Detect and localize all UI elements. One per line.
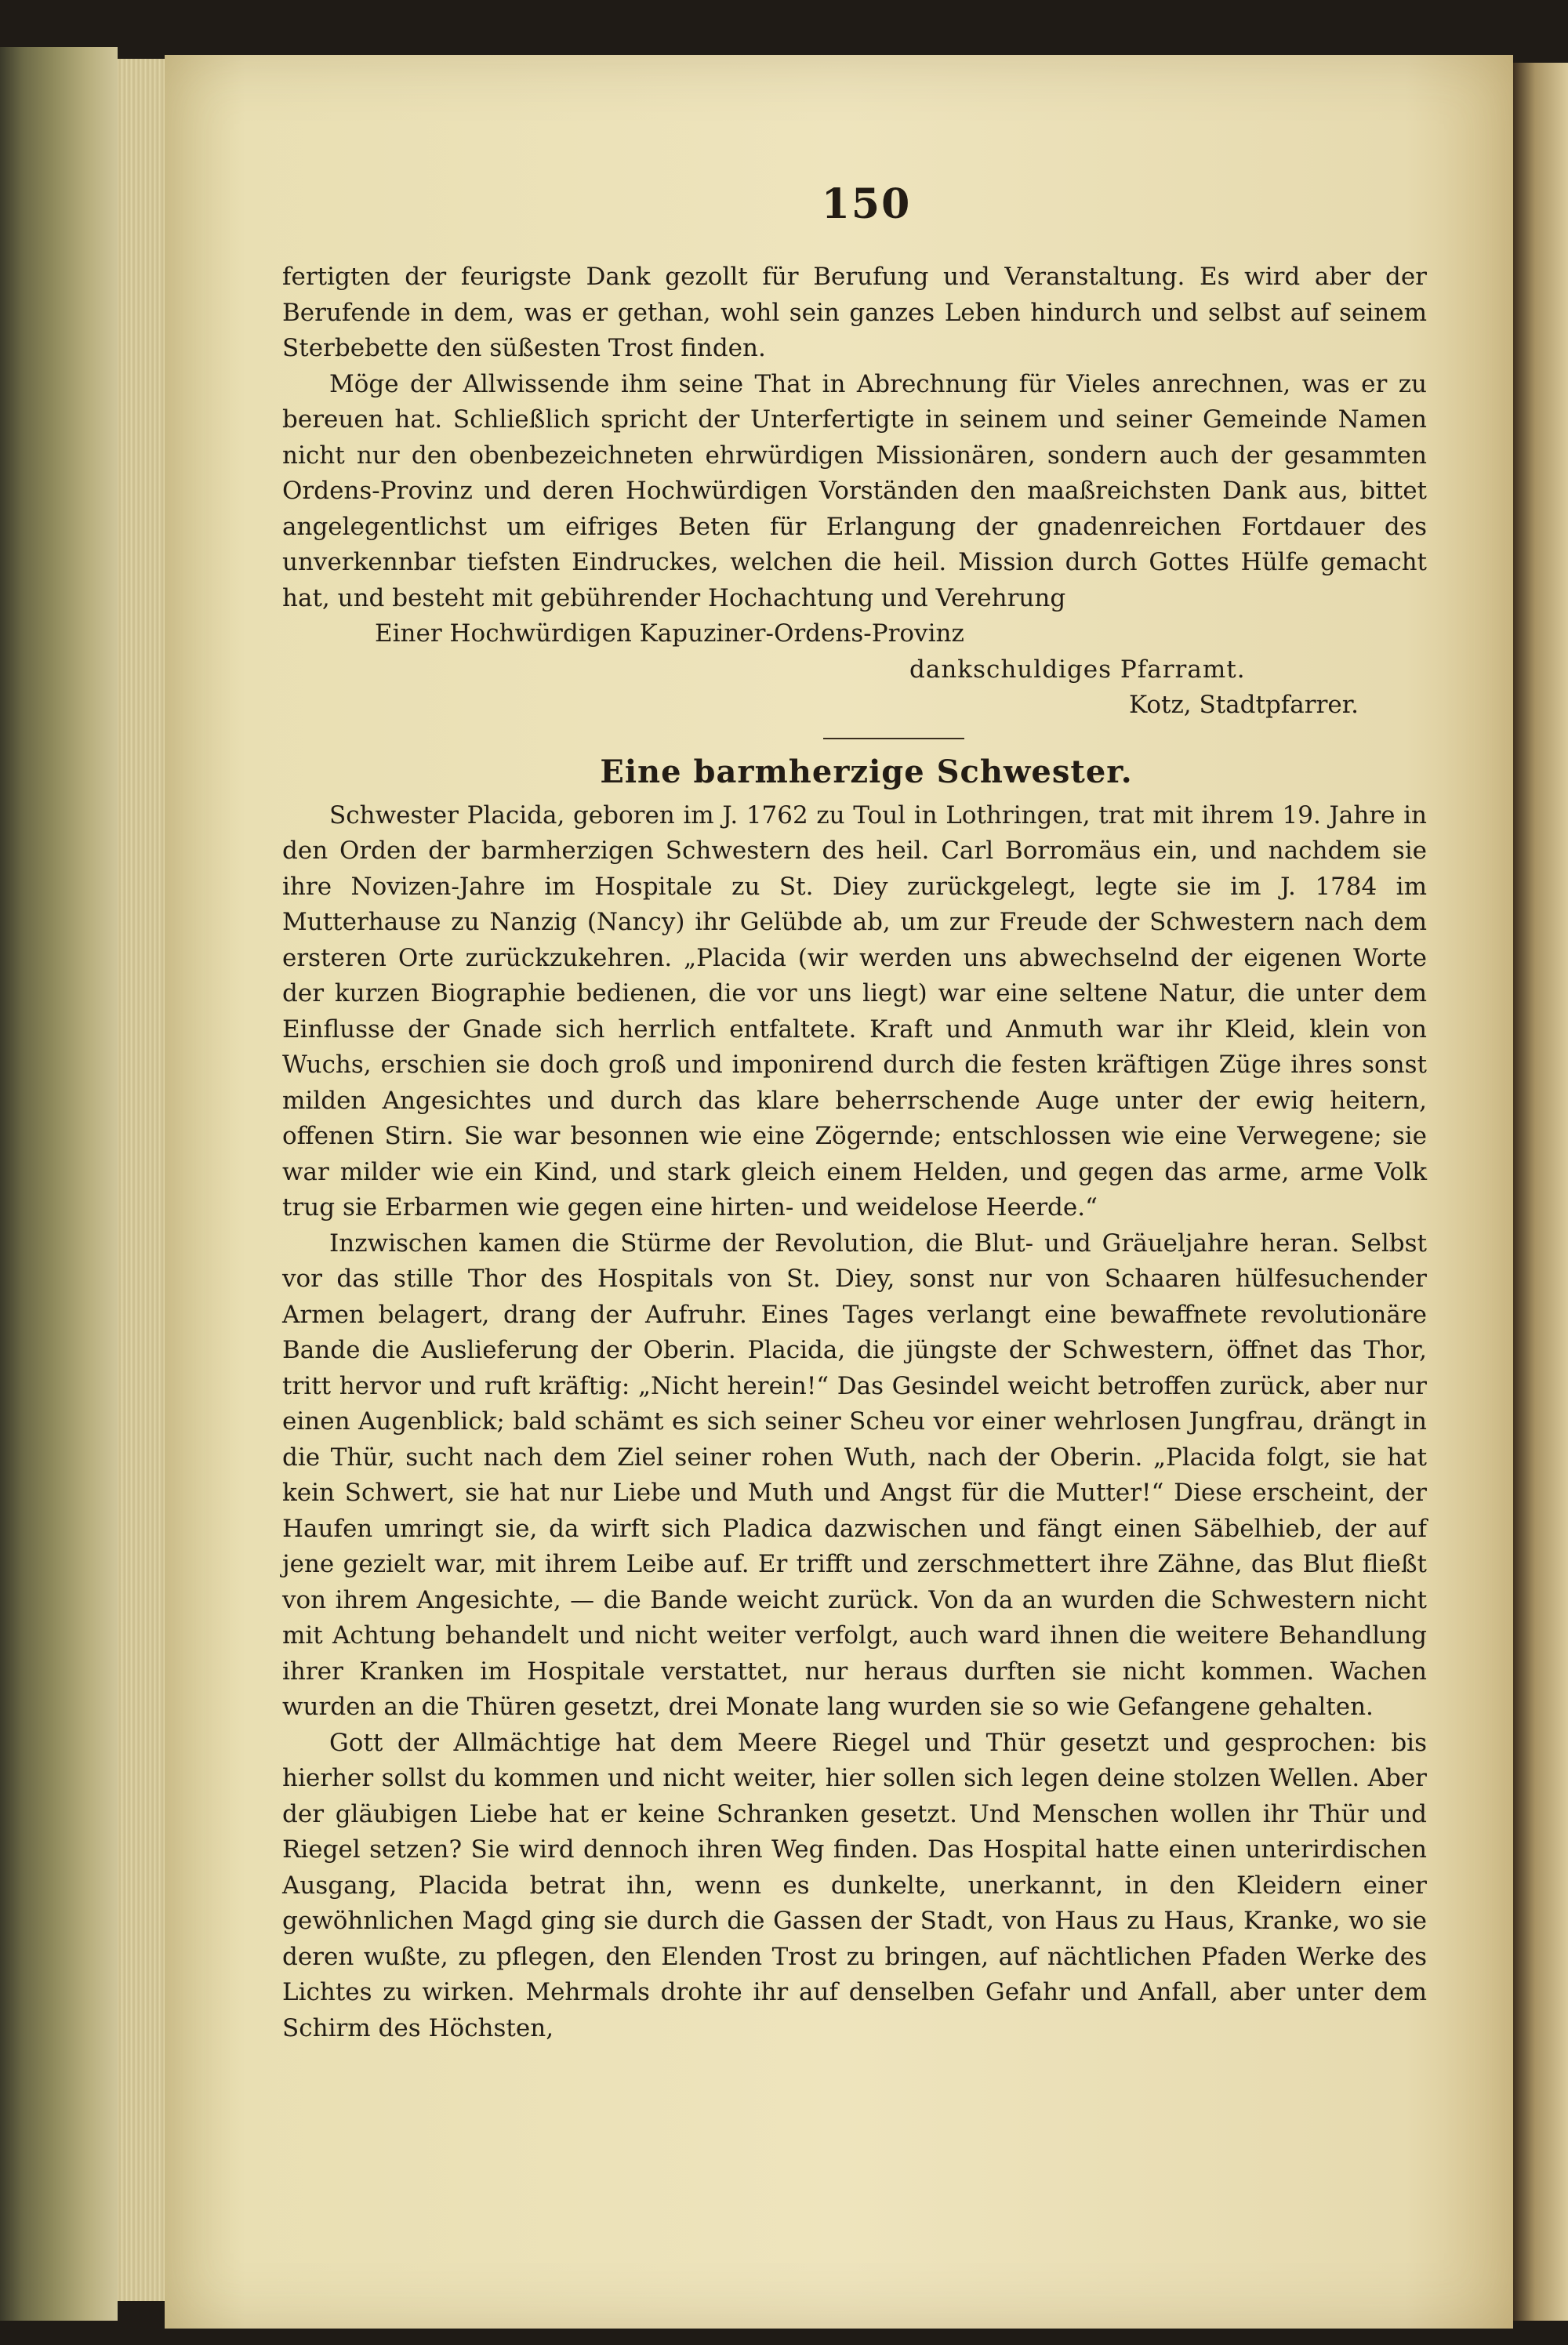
closing-signer: Kotz, Stadtpfarrer. <box>1129 691 1359 719</box>
book-page <box>165 55 1513 2329</box>
facing-page-edge <box>1513 63 1568 2321</box>
book-cover-edge <box>0 47 118 2321</box>
closing-signature: dankschuldiges Pfarramt. <box>909 655 1246 684</box>
section-divider <box>823 738 964 739</box>
article-heading: Eine barmherzige Schwester. <box>600 753 1133 790</box>
page-number: 150 <box>821 180 912 228</box>
closing-line-1: Einer Hochwürdigen Kapuziner-Ordens-Provinz <box>375 619 964 648</box>
article-paragraph-3: Gott der Allmächtige hat dem Meere Riegel und Thür gesetzt und gesprochen: bis hierher sollst du kommen und nicht weiter, hier sollen sich legen deine stolzen Wellen. Aber der gläubigen Liebe hat er keine Schranken gesetzt. Und Menschen wollen ihr Thür und Riegel setzen? Sie wird dennoch ihren Weg finden. Das Hospital hatte einen unterirdischen Ausgang, Placida betrat ihn, wenn es dunkelte, unerkannt, in den Kleidern einer gewöhnlichen Magd ging sie durch die Gassen der Stadt, von Haus zu Haus, Kranke, wo sie deren wußte, zu pflegen, den Elenden Trost zu bringen, auf nächtlichen Pfaden Werke des Lichtes zu wirken. Mehrmals drohte ihr auf denselben Gefahr und Anfall, aber unter dem Schirm des Höchsten, <box>282 1728 1427 2042</box>
article-paragraph-2: Inzwischen kamen die Stürme der Revolution, die Blut- und Gräueljahre heran. Selbst vor das stille Thor des Hospitals von St. Diey, sonst nur von Schaaren hülfesuchender Armen belagert, drang der Aufruhr. Eines Tages verlangt eine bewaffnete revolutionäre Bande die Auslieferung der Oberin. Placida, die jüngste der Schwestern, öffnet das Thor, tritt hervor und ruft kräftig: „Nicht herein!“ Das Gesindel weicht betroffen zurück, aber nur einen Augenblick; bald schämt es sich seiner Scheu vor einer wehrlosen Jungfrau, drängt in die Thür, sucht nach dem Ziel seiner rohen Wuth, nach der Oberin. „Placida folgt, sie hat kein Schwert, sie hat nur Liebe und Muth und Angst für die Mutter!“ Diese erscheint, der Haufen umringt sie, da wirft sich Pladica dazwischen und fängt einen Säbelhieb, der auf jene gezielt war, mit ihrem Leibe auf. Er trifft und zerschmettert ihre Zähne, das Blut fließt von ihrem Angesichte, — die Bande weicht zurück. Von da an wurden die Schwestern nicht mit Achtung behandelt und nicht weiter verfolgt, auch ward ihnen die weitere Behandlung ihrer Kranken im Hospitale verstattet, nur heraus durften sie nicht kommen. Wachen wurden an die Thüren gesetzt, drei Monate lang wurden sie so wie Gefangene gehalten. <box>282 1229 1427 1721</box>
intro-paragraph-1: fertigten der feurigste Dank gezollt für Berufung und Veranstaltung. Es wird aber der Berufende in dem, was er gethan, wohl sein ganzes Leben hindurch und selbst auf seinem Sterbebette den süßesten Trost finden. <box>282 263 1427 362</box>
intro-paragraph-2: Möge der Allwissende ihm seine That in Abrechnung für Vieles anrechnen, was er zu bereuen hat. Schließlich spricht der Unterfertigte in seinem und seiner Gemeinde Namen nicht nur den obenbezeichneten ehrwürdigen Missionären, sondern auch der gesammten Ordens-Provinz und deren Hochwürdigen Vorständen den maaßreichsten Dank aus, bittet angelegentlichst um eifriges Beten für Erlangung der gnadenreichen Fortdauer des unverkennbar tiefsten Eindruckes, welchen die heil. Mission durch Gottes Hülfe gemacht hat, und besteht mit gebührender Hochachtung und Verehrung <box>282 369 1427 612</box>
article-paragraph-1: Schwester Placida, geboren im J. 1762 zu Toul in Lothringen, trat mit ihrem 19. Jahre in den Orden der barmherzigen Schwestern des heil. Carl Borromäus ein, und nachdem sie ihre Novizen-Jahre im Hospitale zu St. Diey zurückgelegt, legte sie im J. 1784 im Mutterhause zu Nanzig (Nancy) ihr Gelübde ab, um zur Freude der Schwestern nach dem ersteren Orte zurückzukehren. „Placida (wir werden uns abwechselnd der eigenen Worte der kurzen Biographie bedienen, die vor uns liegt) war eine seltene Natur, die unter dem Einflusse der Gnade sich herrlich entfaltete. Kraft und Anmuth war ihr Kleid, klein von Wuchs, erschien sie doch groß und imponirend durch die festen kräftigen Züge ihres sonst milden Angesichtes und durch das klare beherrschende Auge unter der ewig heitern, offenen Stirn. Sie war besonnen wie eine Zögernde; entschlossen wie eine Verwegene; sie war milder wie ein Kind, und stark gleich einem Helden, und gegen das arme, arme Volk trug sie Erbarmen wie gegen eine hirten- und weidelose Heerde.“ <box>282 800 1427 1222</box>
page-content <box>282 180 1427 2046</box>
